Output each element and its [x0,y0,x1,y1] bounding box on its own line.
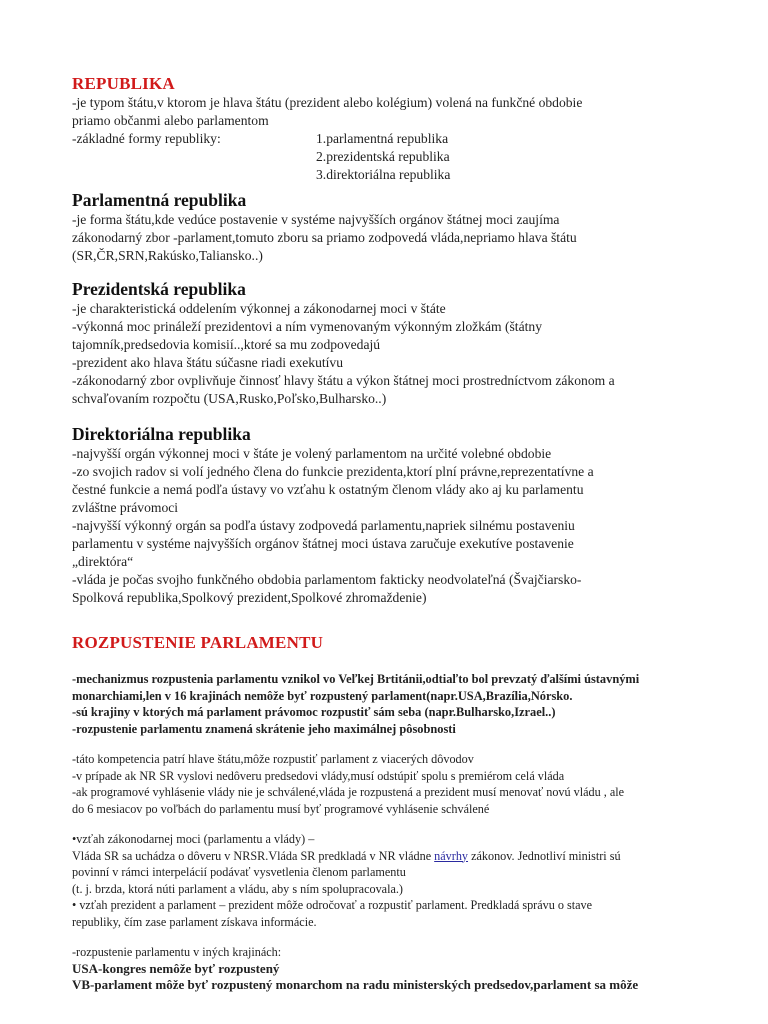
paragraph-line: -ak programové vyhlásenie vlády nie je schválené,vláda je rozpustená a prezident musí menovať novú vládu , ale [72,785,625,799]
paragraph-line: -výkonná moc prináleží prezidentovi a ním vymenovaným výkonným zložkám (štátny [72,319,542,334]
other-countries-block [72,944,702,994]
paragraph-line: tajomník,predsedovia komisií..,ktoré sa mu zodpovedajú [72,337,381,352]
section-republika [72,74,702,184]
bold-line: USA-kongres nemôže byť rozpustený [72,960,280,976]
forms-row [72,130,702,148]
form-item: 1.parlamentná republika [316,131,449,146]
forms-label: -základné formy republiky: [72,131,221,146]
paragraph-line: -v prípade ak NR SR vyslovi nedôveru predsedovi vlády,musí odstúpiť spolu s premiérom celá vláda [72,768,565,783]
forms-row [72,148,702,166]
paragraph-line: • vzťah prezident a parlament – prezident môže odročovať a rozpustiť parlament. Predkladá správu o stave [72,898,593,912]
paragraph-line: -je forma štátu,kde vedúce postavenie v systéme najvyšších orgánov štátnej moci zaujíma [72,212,560,227]
paragraph-line: povinní v rámci interpelácií podávať vysvetlenia členom parlamentu [72,865,406,879]
bold-line: -sú krajiny v ktorých má parlament právomoc rozpustiť sám seba (napr.Bulharsko,Izrael..) [72,705,556,719]
relation-block [72,831,702,930]
paragraph-line: schvaľovaním rozpočtu (USA,Rusko,Poľsko,Bulharsko..) [72,391,387,406]
document-page [72,72,702,994]
section-parlamentna [72,190,702,265]
paragraph-line: (t. j. brzda, ktorá núti parlament a vládu, aby s ním spolupracovala.) [72,881,403,896]
paragraph-line: parlamentu v systéme najvyšších orgánov štátnej moci ústava zaručuje exekutíve postavenie [72,536,574,551]
navrhy-link[interactable]: návrhy [434,848,469,863]
text-span: Vláda SR sa uchádza o dôveru v NRSR.Vláda SR predkladá v NR vládne [72,848,435,863]
text-span: zákonov. Jednotliví ministri sú [468,848,621,863]
paragraph-line: do 6 mesiacov po voľbách do parlamentu musí byť programové vyhlásenie schválené [72,801,490,816]
paragraph-line: „direktóra“ [72,554,134,569]
paragraph-line: (SR,ČR,SRN,Rakúsko,Taliansko..) [72,248,263,263]
paragraph-line: -najvyšší orgán výkonnej moci v štáte je volený parlamentom na určité volebné obdobie [72,446,552,461]
bold-block [72,671,702,737]
paragraph-line: -je typom štátu,v ktorom je hlava štátu (prezident alebo kolégium) volená na funkčné obdobie [72,95,583,110]
paragraph-line: zákonodarný zbor -parlament,tomuto zboru sa priamo zodpovedá vláda,nepriamo hlava štátu [72,230,577,245]
paragraph-line: -táto kompetencia patrí hlave štátu,môže rozpustiť parlament z viacerých dôvodov [72,752,474,766]
paragraph-line: -najvyšší výkonný orgán sa podľa ústavy zodpovedá parlamentu,napriek silnému postaveniu [72,518,575,533]
heading-direktorialna: Direktoriálna republika [72,424,251,444]
heading-prezidentska: Prezidentská republika [72,279,246,299]
form-item: 3.direktoriálna republika [316,167,451,182]
bold-line: -mechanizmus rozpustenia parlamentu vznikol vo Veľkej Brtitánii,odtiaľto bol prevzatý ďalšími ústavnými [72,672,640,686]
bold-line: monarchiami,len v 16 krajinách nemôže byť rozpustený parlament(napr.USA,Brazília,Nórsko. [72,688,573,703]
bold-line: VB-parlament môže byť rozpustený monarchom na radu ministerských predsedov,parlament sa môže [72,977,639,992]
paragraph-line: -vláda je počas svojho funkčného obdobia parlamentom fakticky neodvolateľná (Švajčiarsko- [72,572,582,587]
paragraph-line [72,848,702,865]
paragraph-line: priamo občanmi alebo parlamentom [72,113,269,128]
paragraph-line: Spolková republika,Spolkový prezident,Spolkové zhromaždenie) [72,590,427,605]
paragraph-line: -prezident ako hlava štátu súčasne riadi exekutívu [72,355,344,370]
section-rozpustenie [72,633,702,994]
heading-parlamentna: Parlamentná republika [72,190,247,210]
heading-republika: REPUBLIKA [72,74,175,93]
paragraph-line: -zo svojich radov si volí jedného člena do funkcie prezidenta,ktorí plní právne,reprezentatívne a [72,464,594,479]
paragraph-line: zvláštne právomoci [72,500,179,515]
paragraph-line: čestné funkcie a nemá podľa ústavy vo vzťahu k ostatným členom vlády ako aj ku parlamentu [72,482,584,497]
paragraph-line: republiky, čím zase parlament získava informácie. [72,914,317,929]
bold-line: -rozpustenie parlamentu znamená skrátenie jeho maximálnej pôsobnosti [72,721,456,736]
paragraph-line: -rozpustenie parlamentu v iných krajinách: [72,945,282,959]
bullet-heading: •vzťah zákonodarnej moci (parlamentu a vlády) – [72,832,315,846]
section-direktorialna [72,424,702,607]
section-prezidentska [72,279,702,408]
competence-block [72,751,702,817]
spacer [72,166,316,184]
paragraph-line: -je charakteristická oddelením výkonnej a zákonodarnej moci v štáte [72,301,446,316]
forms-row [72,166,702,184]
paragraph-line: -zákonodarný zbor ovplivňuje činnosť hlavy štátu a výkon štátnej moci prostredníctvom zákonom a [72,373,615,388]
spacer [72,148,316,166]
heading-rozpustenie: ROZPUSTENIE PARLAMENTU [72,633,324,652]
form-item: 2.prezidentská republika [316,149,450,164]
